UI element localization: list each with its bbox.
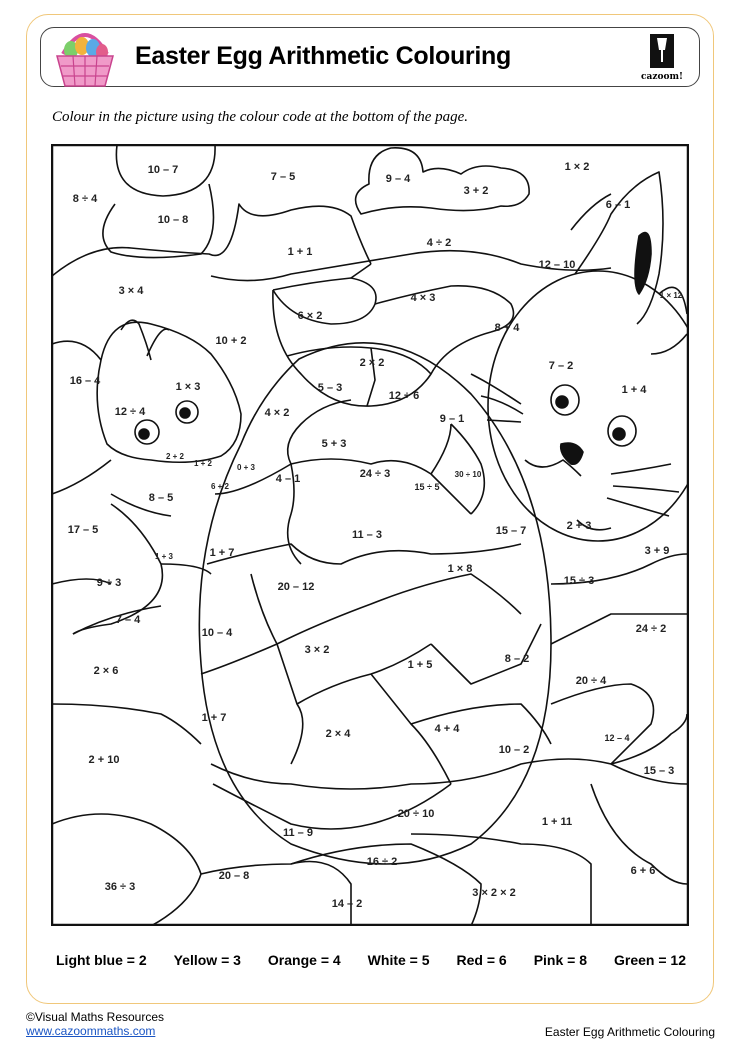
region-label: 10 – 7 <box>147 164 179 176</box>
region-label: 1 + 3 <box>154 552 174 561</box>
region-labels <box>68 161 683 910</box>
region-label: 1 × 3 <box>175 381 201 393</box>
region-label: 12 ÷ 4 <box>114 406 146 418</box>
region-label: 1 × 12 <box>659 291 683 300</box>
region-label: 11 – 9 <box>283 827 313 839</box>
copyright-text: ©Visual Maths Resources <box>26 1010 165 1024</box>
region-label: 20 – 12 <box>277 581 315 593</box>
region-label: 15 ÷ 3 <box>563 575 595 587</box>
region-label: 20 ÷ 4 <box>575 675 607 687</box>
region-label: 4 – 1 <box>275 473 301 485</box>
region-label: 1 + 7 <box>201 712 227 724</box>
region-label: 4 ÷ 2 <box>426 237 452 249</box>
region-label: 14 – 2 <box>331 898 363 910</box>
region-label: 9 – 1 <box>439 413 465 425</box>
key-yellow: Yellow = 3 <box>173 952 241 968</box>
region-label: 6 × 2 <box>297 310 323 322</box>
region-label: 9 ÷ 3 <box>96 577 122 589</box>
region-label: 2 + 2 <box>165 452 185 461</box>
region-label: 10 – 2 <box>498 744 530 756</box>
region-label: 17 – 5 <box>67 524 99 536</box>
region-label: 16 – 4 <box>69 375 101 387</box>
key-light-blue: Light blue = 2 <box>56 952 147 968</box>
footer-left <box>26 1010 164 1038</box>
region-label: 12 ÷ 6 <box>388 390 420 402</box>
region-label: 15 – 3 <box>643 765 675 777</box>
region-label: 10 + 2 <box>215 335 247 347</box>
key-orange: Orange = 4 <box>267 952 341 968</box>
region-label: 20 – 8 <box>218 870 250 882</box>
region-label: 36 ÷ 3 <box>104 881 136 893</box>
region-label: 3 × 2 × 2 <box>472 887 516 899</box>
region-label: 3 × 4 <box>118 285 144 297</box>
colouring-picture <box>51 144 689 926</box>
region-label: 15 – 7 <box>495 525 527 537</box>
cazoom-logo <box>639 34 685 82</box>
region-label: 24 ÷ 2 <box>635 623 667 635</box>
colour-key <box>56 952 686 968</box>
region-label: 2 × 6 <box>93 665 119 677</box>
region-label: 0 + 3 <box>236 463 256 472</box>
website-link[interactable]: www.cazoommaths.com <box>26 1024 156 1038</box>
region-label: 4 + 4 <box>434 723 460 735</box>
region-label: 3 + 2 <box>463 185 489 197</box>
region-label: 7 – 4 <box>115 614 141 626</box>
key-white: White = 5 <box>367 952 430 968</box>
region-label: 24 ÷ 3 <box>359 468 391 480</box>
region-label: 8 – 2 <box>504 653 530 665</box>
region-label: 1 + 2 <box>193 459 213 468</box>
region-label: 1 + 11 <box>541 816 573 828</box>
region-label: 8 ÷ 4 <box>72 193 98 205</box>
region-label: 1 + 1 <box>287 246 313 258</box>
region-label: 7 – 5 <box>270 171 296 183</box>
region-label: 12 – 10 <box>538 259 576 271</box>
region-label: 2 + 3 <box>566 520 592 532</box>
region-label: 4 × 3 <box>410 292 436 304</box>
key-red: Red = 6 <box>456 952 507 968</box>
key-pink: Pink = 8 <box>533 952 588 968</box>
region-label: 10 – 4 <box>201 627 233 639</box>
region-label: 2 × 4 <box>325 728 351 740</box>
region-label: 8 + 4 <box>494 322 520 334</box>
region-label: 5 – 3 <box>317 382 343 394</box>
easter-basket-icon <box>49 20 121 92</box>
region-label: 1 + 4 <box>621 384 647 396</box>
region-label: 30 ÷ 10 <box>454 470 482 479</box>
region-label: 10 – 8 <box>157 214 189 226</box>
region-label: 2 + 10 <box>88 754 120 766</box>
worksheet-header <box>40 27 700 87</box>
region-label: 6 + 2 <box>210 482 230 491</box>
region-label: 9 – 4 <box>385 173 411 185</box>
key-green: Green = 12 <box>614 952 686 968</box>
region-label: 12 – 4 <box>604 733 630 743</box>
region-label: 3 × 2 <box>304 644 330 656</box>
instruction-text: Colour in the picture using the colour code at the bottom of the page. <box>52 109 469 125</box>
region-label: 16 ÷ 2 <box>366 856 398 868</box>
region-label: 2 × 2 <box>359 357 385 369</box>
region-label: 20 ÷ 10 <box>397 808 435 820</box>
region-label: 8 – 5 <box>148 492 174 504</box>
region-label: 7 – 2 <box>548 360 574 372</box>
page-title: Easter Egg Arithmetic Colouring <box>135 42 511 70</box>
cazoom-logo-icon <box>649 34 675 68</box>
region-label: 5 + 3 <box>321 438 347 450</box>
region-label: 1 × 8 <box>447 563 473 575</box>
region-label: 1 + 5 <box>407 659 433 671</box>
region-label: 4 × 2 <box>264 407 290 419</box>
footer-title: Easter Egg Arithmetic Colouring <box>544 1025 715 1039</box>
region-label: 1 + 7 <box>209 547 235 559</box>
logo-text: cazoom! <box>641 72 683 82</box>
region-label: 11 – 3 <box>352 529 382 541</box>
region-label: 1 × 2 <box>564 161 590 173</box>
region-label: 6 – 1 <box>605 199 631 211</box>
region-label: 15 ÷ 5 <box>414 482 440 492</box>
region-label: 3 + 9 <box>644 545 670 557</box>
region-label: 6 + 6 <box>630 865 656 877</box>
